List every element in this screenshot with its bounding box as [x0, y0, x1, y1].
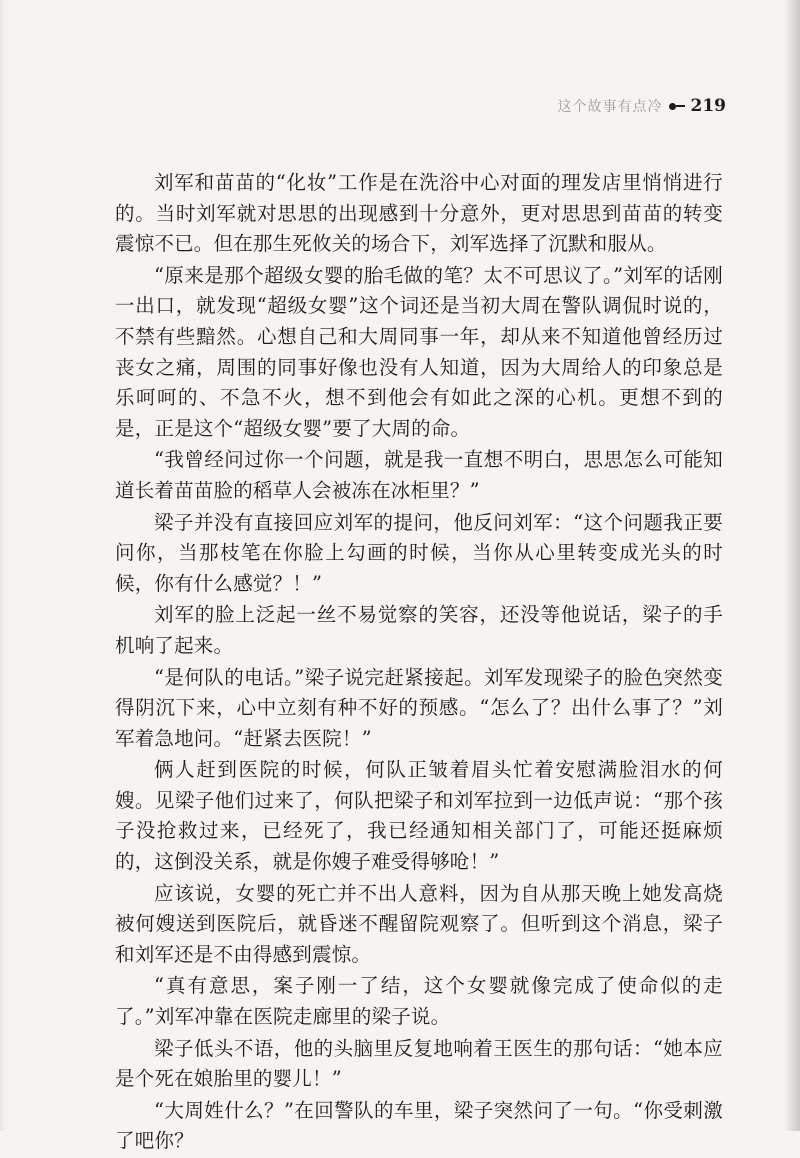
- page-header: [558, 96, 727, 116]
- paragraph-4: 梁子并没有直接回应刘军的提问，他反问刘军：“这个问题我正要问你，当那枝笔在你脸上勾画的时候，当你从心里转变成光头的时候，你有什么感觉？！”: [115, 510, 723, 595]
- paragraph-10: 梁子低头不语，他的头脑里反复地响着王医生的那句话：“她本应是个死在娘胎里的婴儿！”: [115, 1036, 723, 1091]
- paragraph-2: “原来是那个超级女婴的胎毛做的笔？太不可思议了。”刘军的话刚一出口，就发现“超级女婴”这个词还是当初大周在警队调侃时说的，不禁有些黯然。心想自己和大周同事一年，却从来不知道他曾经历过丧女之痛，周围的同事好像也没有人知道，因为大周给人的印象总是乐呵呵的、不急不火，想不到他会有如此之深的心机。更想不到的是，正是这个“超级女婴”要了大周的命。: [115, 263, 723, 440]
- page-number-marker-icon: [669, 103, 685, 110]
- paragraph-3: “我曾经问过你一个问题，就是我一直想不明白，思思怎么可能知道长着苗苗脸的稻草人会被冻在冰柜里？”: [115, 448, 723, 502]
- paragraph-5: 刘军的脸上泛起一丝不易觉察的笑容，还没等他说话，梁子的手机响了起来。: [115, 603, 723, 657]
- page-edge-shadow-right: [784, 0, 800, 1131]
- page-number: 219: [690, 96, 726, 116]
- paragraph-11: “大周姓什么？”在回警队的车里，梁子突然问了一句。“你受刺激了吧你？: [115, 1098, 723, 1153]
- paragraph-1: 刘军和苗苗的“化妆”工作是在洗浴中心对面的理发店里悄悄进行的。当时刘军就对思思的出现感到十分意外，更对思思到苗苗的转变震惊不已。但在那生死攸关的场合下，刘军选择了沉默和服从。: [115, 171, 723, 256]
- page-edge-shadow-left: [0, 0, 6, 1131]
- body-text: [115, 168, 723, 1158]
- paragraph-9: “真有意思，案子刚一了结，这个女婴就像完成了使命似的走了。”刘军冲靠在医院走廊里的梁子说。: [115, 974, 723, 1029]
- paragraph-6: “是何队的电话。”梁子说完赶紧接起。刘军发现梁子的脸色突然变得阴沉下来，心中立刻有种不好的预感。“怎么了？出什么事了？”刘军着急地问。“赶紧去医院！”: [115, 665, 723, 750]
- running-head: 这个故事有点冷: [557, 99, 663, 115]
- paragraph-7: 俩人赶到医院的时候，何队正皱着眉头忙着安慰满脸泪水的何嫂。见梁子他们过来了，何队把梁子和刘军拉到一边低声说：“那个孩子没抢救过来，已经死了，我已经通知相关部门了，可能还挺麻烦的，这倒没关系，就是你嫂子难受得够呛！”: [115, 758, 723, 874]
- paragraph-8: 应该说，女婴的死亡并不出人意料，因为自从那天晚上她发高烧被何嫂送到医院后，就昏迷不醒留院观察了。但听到这个消息，梁子和刘军还是不由得感到震惊。: [115, 881, 723, 966]
